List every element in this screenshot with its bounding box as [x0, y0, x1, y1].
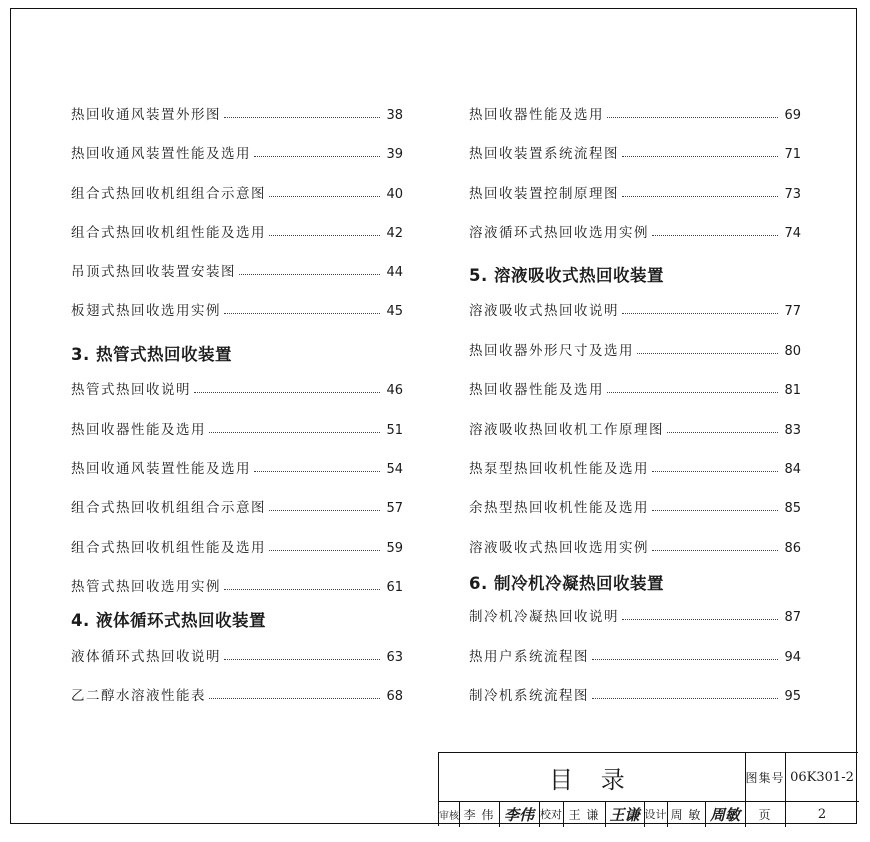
toc-entry-title: 组合式热回收机组组合示意图 — [71, 186, 266, 202]
toc-entry-page: 69 — [784, 108, 801, 123]
leader-dots — [269, 235, 380, 236]
page-label: 页 — [758, 807, 772, 822]
toc-entry[interactable] — [469, 337, 801, 359]
toc-entry-title: 热回收器性能及选用 — [469, 382, 604, 398]
leader-dots — [652, 471, 778, 472]
toc-entry[interactable] — [71, 101, 403, 123]
toc-entry[interactable] — [71, 573, 403, 595]
title-block — [438, 752, 858, 826]
leader-dots — [652, 510, 778, 511]
leader-dots — [269, 196, 380, 197]
design-label: 设计 — [644, 808, 667, 821]
leader-dots — [209, 698, 380, 699]
reviewer-signature: 李伟 — [503, 805, 534, 824]
toc-entry[interactable] — [469, 455, 801, 477]
toc-entry[interactable] — [71, 416, 403, 438]
leader-dots — [224, 589, 380, 590]
toc-entry[interactable] — [71, 643, 403, 665]
leader-dots — [592, 659, 778, 660]
leader-dots — [637, 353, 778, 354]
toc-entry[interactable] — [469, 101, 801, 123]
leader-dots — [622, 156, 778, 157]
toc-entry[interactable] — [469, 682, 801, 704]
toc-entry-page: 71 — [784, 147, 801, 162]
toc-entry[interactable] — [469, 416, 801, 438]
atlas-number-label: 图集号 — [745, 770, 785, 785]
leader-dots — [239, 274, 380, 275]
leader-dots — [254, 156, 380, 157]
checker-signature: 王谦 — [609, 805, 640, 824]
toc-entry-page: 86 — [784, 541, 801, 556]
toc-entry-page: 95 — [784, 689, 801, 704]
toc-entry[interactable] — [469, 180, 801, 202]
toc-entry-title: 溶液吸收式热回收说明 — [469, 303, 619, 319]
leader-dots — [667, 432, 778, 433]
toc-entry-page: 38 — [386, 108, 403, 123]
toc-entry[interactable] — [71, 219, 403, 241]
toc-entry-title: 热回收装置控制原理图 — [469, 186, 619, 202]
toc-entry-page: 57 — [386, 501, 403, 516]
toc-entry-title: 热回收通风装置外形图 — [71, 107, 221, 123]
atlas-number: 06K301-2 — [790, 769, 854, 785]
page-number: 2 — [817, 806, 827, 822]
toc-entry-title: 组合式热回收机组组合示意图 — [71, 500, 266, 516]
toc-entry[interactable] — [71, 455, 403, 477]
toc-entry[interactable] — [71, 297, 403, 319]
toc-entry-title: 热回收器性能及选用 — [71, 422, 206, 438]
toc-entry-title: 板翅式热回收选用实例 — [71, 303, 221, 319]
section-heading-6: 6. 制冷机冷凝热回收装置 — [469, 574, 664, 593]
toc-entry[interactable] — [71, 140, 403, 162]
toc-entry-page: 87 — [784, 610, 801, 625]
toc-entry-title: 热回收器性能及选用 — [469, 107, 604, 123]
toc-entry-title: 余热型热回收机性能及选用 — [469, 500, 649, 516]
leader-dots — [607, 392, 778, 393]
toc-entry[interactable] — [469, 297, 801, 319]
toc-entry-page: 74 — [784, 226, 801, 241]
designer-name: 周 敏 — [670, 807, 702, 822]
leader-dots — [269, 550, 380, 551]
leader-dots — [607, 117, 778, 118]
toc-entry-page: 81 — [784, 383, 801, 398]
toc-entry-title: 热管式热回收选用实例 — [71, 579, 221, 595]
toc-entry[interactable] — [469, 140, 801, 162]
toc-entry-page: 59 — [386, 541, 403, 556]
review-label: 审核 — [439, 810, 459, 822]
toc-entry-page: 61 — [386, 580, 403, 595]
section-heading-4: 4. 液体循环式热回收装置 — [71, 611, 266, 630]
toc-entry-title: 热管式热回收说明 — [71, 382, 191, 398]
toc-entry-title: 制冷机冷凝热回收说明 — [469, 609, 619, 625]
toc-entry-page: 54 — [386, 462, 403, 477]
toc-entry-page: 83 — [784, 423, 801, 438]
toc-entry-page: 94 — [784, 650, 801, 665]
designer-signature: 周敏 — [709, 805, 740, 824]
toc-entry-title: 溶液吸收热回收机工作原理图 — [469, 422, 664, 438]
toc-entry-title: 热用户系统流程图 — [469, 649, 589, 665]
toc-entry[interactable] — [71, 180, 403, 202]
toc-entry-title: 热回收通风装置性能及选用 — [71, 461, 251, 477]
section-heading-5: 5. 溶液吸收式热回收装置 — [469, 266, 664, 285]
toc-entry-title: 溶液吸收式热回收选用实例 — [469, 540, 649, 556]
toc-entry[interactable] — [469, 534, 801, 556]
toc-entry-page: 44 — [386, 265, 403, 280]
toc-entry-page: 73 — [784, 187, 801, 202]
reviewer-name: 李 伟 — [463, 807, 495, 822]
toc-entry-page: 77 — [784, 304, 801, 319]
toc-entry-page: 84 — [784, 462, 801, 477]
toc-entry-page: 63 — [386, 650, 403, 665]
leader-dots — [194, 392, 380, 393]
toc-entry[interactable] — [71, 376, 403, 398]
section-heading-3: 3. 热管式热回收装置 — [71, 345, 232, 364]
toc-entry[interactable] — [469, 603, 801, 625]
toc-entry-title: 热泵型热回收机性能及选用 — [469, 461, 649, 477]
toc-entry-title: 液体循环式热回收说明 — [71, 649, 221, 665]
toc-entry[interactable] — [469, 643, 801, 665]
toc-entry-title: 热回收通风装置性能及选用 — [71, 146, 251, 162]
toc-entry[interactable] — [71, 682, 403, 704]
toc-entry-page: 80 — [784, 344, 801, 359]
drawing-title: 目 录 — [549, 765, 635, 794]
toc-entry[interactable] — [469, 494, 801, 516]
toc-entry-title: 乙二醇水溶液性能表 — [71, 688, 206, 704]
leader-dots — [254, 471, 380, 472]
leader-dots — [622, 313, 778, 314]
leader-dots — [224, 313, 380, 314]
leader-dots — [622, 619, 778, 620]
leader-dots — [652, 235, 778, 236]
leader-dots — [269, 510, 380, 511]
checker-name: 王 谦 — [568, 807, 600, 822]
toc-entry-page: 40 — [386, 187, 403, 202]
toc-entry-page: 45 — [386, 304, 403, 319]
leader-dots — [224, 117, 380, 118]
toc-entry-page: 39 — [386, 147, 403, 162]
leader-dots — [592, 698, 778, 699]
toc-entry-title: 制冷机系统流程图 — [469, 688, 589, 704]
toc-entry-page: 42 — [386, 226, 403, 241]
toc-entry-title: 溶液循环式热回收选用实例 — [469, 225, 649, 241]
toc-entry-title: 热回收装置系统流程图 — [469, 146, 619, 162]
toc-entry[interactable] — [71, 494, 403, 516]
toc-entry[interactable] — [469, 376, 801, 398]
toc-entry-page: 46 — [386, 383, 403, 398]
toc-entry[interactable] — [71, 258, 403, 280]
toc-entry-page: 68 — [386, 689, 403, 704]
toc-entry[interactable] — [469, 219, 801, 241]
leader-dots — [622, 196, 778, 197]
leader-dots — [224, 659, 380, 660]
check-label: 校对 — [540, 808, 562, 821]
toc-entry-page: 51 — [386, 423, 403, 438]
leader-dots — [209, 432, 380, 433]
leader-dots — [652, 550, 778, 551]
toc-entry-title: 热回收器外形尺寸及选用 — [469, 343, 634, 359]
toc-entry-page: 85 — [784, 501, 801, 516]
toc-entry-title: 吊顶式热回收装置安装图 — [71, 264, 236, 280]
toc-entry-title: 组合式热回收机组性能及选用 — [71, 225, 266, 241]
toc-entry-title: 组合式热回收机组性能及选用 — [71, 540, 266, 556]
toc-entry[interactable] — [71, 534, 403, 556]
